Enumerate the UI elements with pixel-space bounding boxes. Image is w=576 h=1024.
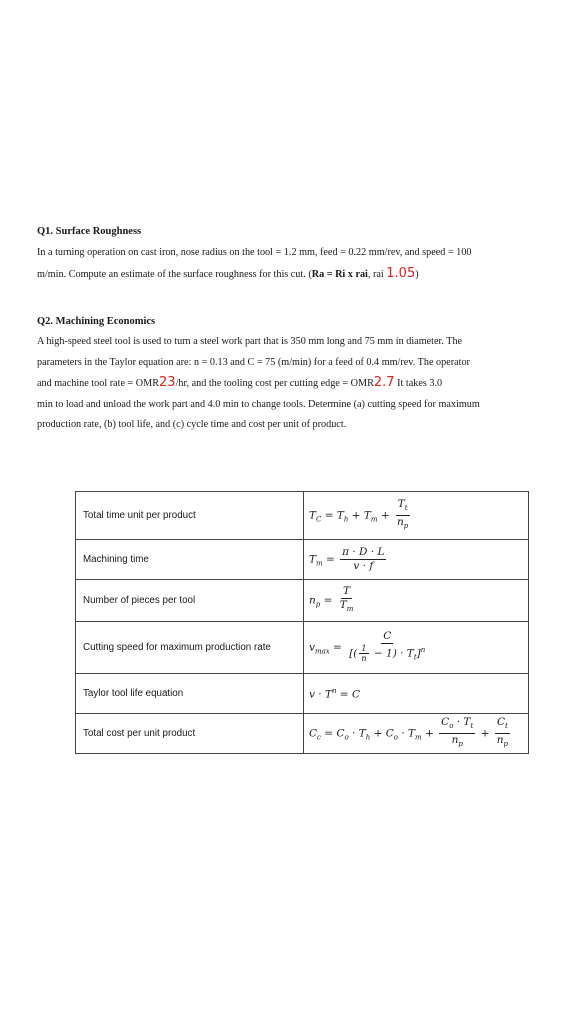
q2-line-3 bbox=[37, 373, 547, 395]
table-row bbox=[76, 714, 529, 754]
q2-line-3c: It takes 3.0 bbox=[394, 378, 443, 389]
q2-title: Q2. Machining Economics bbox=[37, 316, 156, 327]
table-row bbox=[76, 580, 529, 622]
q1-line-2 bbox=[37, 264, 547, 286]
rai-handwritten-value: 1.05 bbox=[386, 265, 416, 281]
q1-formula: Ra = Ri x rai bbox=[311, 268, 368, 280]
formula-total-cost: $C_c = C_o \cdot T_h + C_o \cdot T_m$ + $\frac{C_o \cdot T_t}{n_p}$ + $\frac{C_t}{n_p}$ bbox=[304, 714, 529, 754]
q1-line-1: In a turning operation on cast iron, nose radius on the tool = 1.2 mm, feed = 0.22 mm/rev, and speed = 100 bbox=[37, 247, 472, 258]
table-row bbox=[76, 540, 529, 580]
row-label: Number of pieces per tool bbox=[76, 580, 304, 622]
q1-line-2-close: ) bbox=[415, 268, 419, 280]
rate-handwritten-value: 23 bbox=[159, 375, 176, 390]
q2-body bbox=[37, 332, 547, 436]
q2-line-1: A high-speed steel tool is used to turn a steel work part that is 350 mm long and 75 mm in diameter. The bbox=[37, 336, 463, 347]
q1-title: Q1. Surface Roughness bbox=[37, 226, 142, 237]
formula-vmax: $v_{max}$ = C [( $\frac{1}{n}$ − $1) \cdot T_t]^n$ bbox=[304, 622, 529, 674]
q2-line-3a: and machine tool rate = OMR bbox=[37, 378, 160, 389]
q2-line-3b: /hr, and the tooling cost per cutting edge = OMR bbox=[175, 378, 374, 389]
formula-pieces-per-tool: $n_p$ = $\frac{T}{T_m}$ bbox=[304, 580, 529, 622]
table-row bbox=[76, 674, 529, 714]
cost-handwritten-value: 2.7 bbox=[373, 375, 395, 390]
row-label: Total cost per unit product bbox=[76, 714, 304, 754]
row-label: Total time unit per product bbox=[76, 492, 304, 540]
q2-line-2: parameters in the Taylor equation are: n = 0.13 and C = 75 (m/min) for a feed of 0.4 mm/rev. The operator bbox=[37, 356, 470, 368]
formula-machining-time: $T_m$ = $\frac{\pi \cdot D \cdot L}{v \cdot f}$ bbox=[304, 540, 529, 580]
q1-line-2-rai: , rai bbox=[367, 268, 387, 280]
table-row bbox=[76, 492, 529, 540]
formula-total-time: $T_C = T_h + T_m$ + $\frac{T_t}{n_p}$ bbox=[304, 492, 529, 540]
q1-body bbox=[37, 243, 547, 285]
table-row bbox=[76, 622, 529, 674]
formula-taylor: $v \cdot T^n = C$ bbox=[304, 674, 529, 714]
row-label: Machining time bbox=[76, 540, 304, 580]
row-label: Taylor tool life equation bbox=[76, 674, 304, 714]
q2-line-5: production rate, (b) tool life, and (c) cycle time and cost per unit of product. bbox=[37, 419, 347, 430]
q1-line-2-text: m/min. Compute an estimate of the surface roughness for this cut. ( bbox=[37, 268, 312, 280]
row-label: Cutting speed for maximum production rate bbox=[76, 622, 304, 674]
q2-line-4: min to load and unload the work part and 4.0 min to change tools. Determine (a) cutting speed for maximum bbox=[37, 398, 480, 410]
formula-table bbox=[75, 491, 529, 754]
